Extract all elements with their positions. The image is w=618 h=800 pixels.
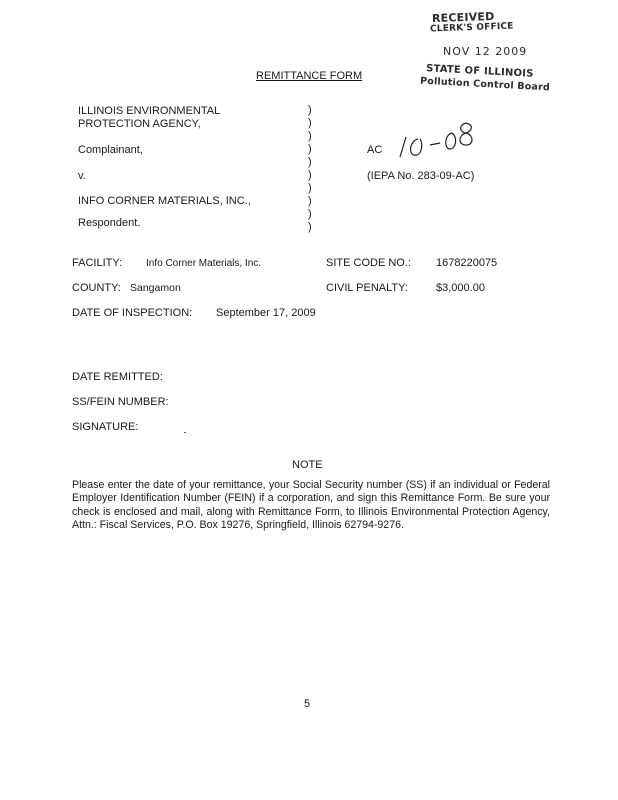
stamp-state: STATE OF ILLINOIS — [425, 63, 534, 80]
signature-line-mark — [184, 432, 186, 433]
note-heading: NOTE — [292, 459, 323, 471]
facility-label: FACILITY: — [72, 257, 123, 269]
agency-line-1: ILLINOIS ENVIRONMENTAL — [78, 105, 221, 117]
complainant-label: Complainant, — [78, 144, 143, 156]
agency-line-2: PROTECTION AGENCY, — [78, 118, 201, 130]
respondent-label: Respondent. — [78, 217, 141, 229]
date-remitted-label: DATE REMITTED: — [72, 371, 163, 383]
stamp-received: RECEIVED — [431, 9, 495, 26]
form-title: REMITTANCE FORM — [256, 70, 363, 82]
note-body: Please enter the date of your remittance, your Social Security number (SS) if an individual or Federal Employer Identification Number (FEIN) if a corporation, and sign this Remittance Form. Be sure your check is enclosed and mail, along with Remittance Form, to Illinois Environmental Protection Agency, Attn.: Fiscal Services, P.O. Box 19276, Springfield, Illinois 62794-9276. — [72, 479, 550, 532]
signature-label: SIGNATURE: — [72, 421, 139, 433]
stamp-office: CLERK'S OFFICE — [429, 21, 514, 35]
civil-penalty-label: CIVIL PENALTY: — [326, 282, 408, 294]
county-label: COUNTY: — [72, 282, 121, 294]
stamp-date: NOV 12 2009 — [443, 45, 528, 58]
inspection-value: September 17, 2009 — [216, 307, 316, 319]
site-code-value: 1678220075 — [436, 257, 498, 269]
site-code-label: SITE CODE NO.: — [326, 257, 411, 269]
stamp-board: Pollution Control Board — [419, 75, 551, 94]
facility-value: Info Corner Materials, Inc. — [146, 258, 262, 269]
page-number: 5 — [304, 698, 311, 710]
handwritten-case-number-graphic — [394, 119, 478, 163]
civil-penalty-value: $3,000.00 — [436, 282, 485, 294]
ss-fein-label: SS/FEIN NUMBER: — [72, 396, 169, 408]
versus-label: v. — [78, 170, 86, 182]
inspection-label: DATE OF INSPECTION: — [72, 307, 193, 319]
county-value: Sangamon — [130, 282, 181, 294]
ac-label: AC — [367, 144, 383, 156]
iepa-number: (IEPA No. 283-09-AC) — [367, 170, 475, 182]
respondent-name: INFO CORNER MATERIALS, INC., — [78, 195, 251, 207]
